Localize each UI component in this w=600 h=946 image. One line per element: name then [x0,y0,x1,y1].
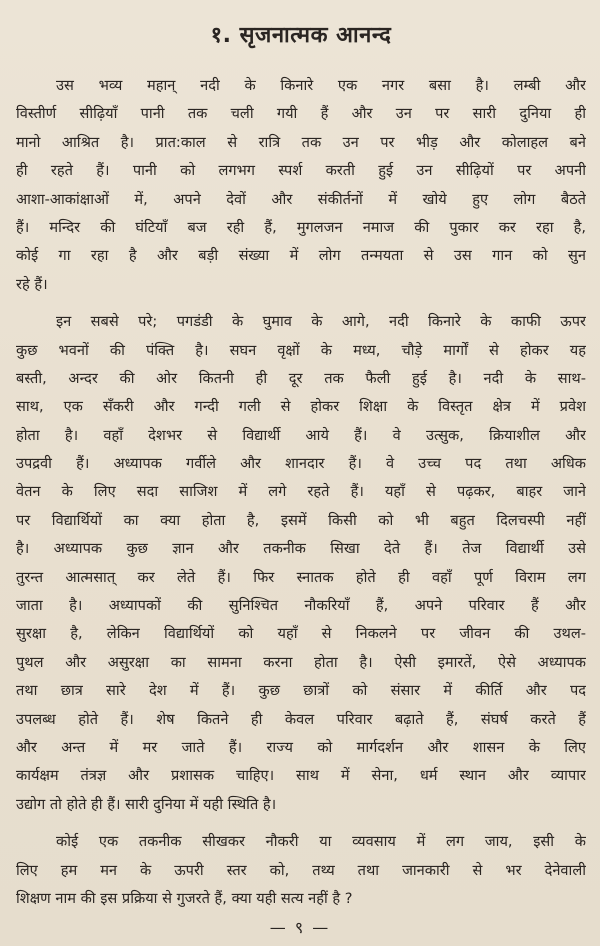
text-line: ही रहते हैं। पानी को लगभग स्पर्श करती हुई उन सीढ़ियों पर अपनी [16,162,586,180]
text-line: है। अध्यापक कुछ ज्ञान और तकनीक सिखा देते हैं। तेज विद्यार्थी उसे [16,540,586,558]
text-line: जाता है। अध्यापकों की सुनिश्चित नौकरियाँ हैं, अपने परिवार हैं और [16,597,586,615]
text-line: तुरन्त आत्मसात् कर लेते हैं। फिर स्नातक होते ही वहाँ पूर्ण विराम लग [16,568,586,586]
text-line: लिए हम मन के ऊपरी स्तर को, तथ्य तथा जानकारी से भर देनेवाली [16,861,586,879]
text-line: रहे हैं। [16,275,48,293]
text-line: सुरक्षा है, लेकिन विद्यार्थियों को यहाँ से निकलने पर जीवन की उथल- [16,625,586,643]
text-line: शिक्षण नाम की इस प्रक्रिया से गुजरते हैं, क्या यही सत्य नहीं है ? [16,889,353,907]
text-line: वेतन के लिए सदा साजिश में लगे रहते हैं। यहाँ से पढ़कर, बाहर जाने [16,483,586,501]
paragraph [16,828,586,913]
page-number: — ९ — [269,918,331,937]
text-line: कार्यक्षम तंत्रज्ञ और प्रशासक चाहिए। साथ में सेना, धर्म स्थान और व्यापार [16,767,586,785]
text-line: होता है। वहाँ देशभर से विद्यार्थी आये हैं। वे उत्सुक, क्रियाशील और [16,426,586,444]
text-line: उपलब्ध होते हैं। शेष कितने ही केवल परिवार बढ़ाते हैं, संघर्ष करते हैं [16,710,586,728]
text-line: कोई एक तकनीक सीखकर नौकरी या व्यवसाय में लग जाय, इसी के [56,833,586,851]
paragraph [16,308,586,819]
text-line: साथ, एक सँकरी और गन्दी गली से होकर शिक्षा के विस्तृत क्षेत्र में प्रवेश [16,398,586,416]
text-line: बस्ती, अन्दर की ओर कितनी ही दूर तक फैली हुई है। नदी के साथ- [16,369,586,387]
text-line: उद्योग तो होते ही हैं। सारी दुनिया में यही स्थिति है। [16,795,277,813]
text-line: कोई गा रहा है और बड़ी संख्या में लोग तन्मयता से उस गान को सुन [16,247,586,265]
body-text [16,72,586,913]
text-line: पुथल और असुरक्षा का सामना करना होता है। ऐसी इमारतें, ऐसे अध्यापक [16,653,586,671]
text-line: उस भव्य महान् नदी के किनारे एक नगर बसा है। लम्बी और [56,77,586,94]
text-line: हैं। मन्दिर की घंटियाँ बज रही हैं, मुगलजन नमाज की पुकार कर रहा है, [16,218,586,236]
text-line: इन सबसे परे; पगडंडी के घुमाव के आगे, नदी किनारे के काफी ऊपर [56,313,586,331]
text-line: पर विद्यार्थियों का क्या होता है, इसमें किसी को भी बहुत दिलचस्पी नहीं [16,511,586,529]
text-line: विस्तीर्ण सीढ़ियाँ पानी तक चली गयी हैं और उन पर सारी दुनिया ही [16,105,586,123]
text-line: उपद्रवी हैं। अध्यापक गर्वीले और शानदार हैं। वे उच्च पद तथा अधिक [16,455,586,473]
text-line: तथा छात्र सारे देश में हैं। कुछ छात्रों को संसार में कीर्ति और पद [16,682,586,700]
text-line: मानो आश्रित है। प्रात:काल से रात्रि तक उन पर भीड़ और कोलाहल बने [16,133,586,151]
paragraph [16,72,586,299]
text-line: और अन्त में मर जाते हैं। राज्य को मार्गदर्शन और शासन के लिए [16,738,586,756]
text-line: कुछ भवनों की पंक्ति है। सघन वृक्षों के मध्य, चौड़े मार्गों से होकर यह [16,341,586,359]
chapter-title: १. सृजनात्मक आनन्द [210,23,392,48]
text-line: आशा-आकांक्षाओं में, अपने देवों और संकीर्तनों में खोये हुए लोग बैठते [16,190,586,208]
